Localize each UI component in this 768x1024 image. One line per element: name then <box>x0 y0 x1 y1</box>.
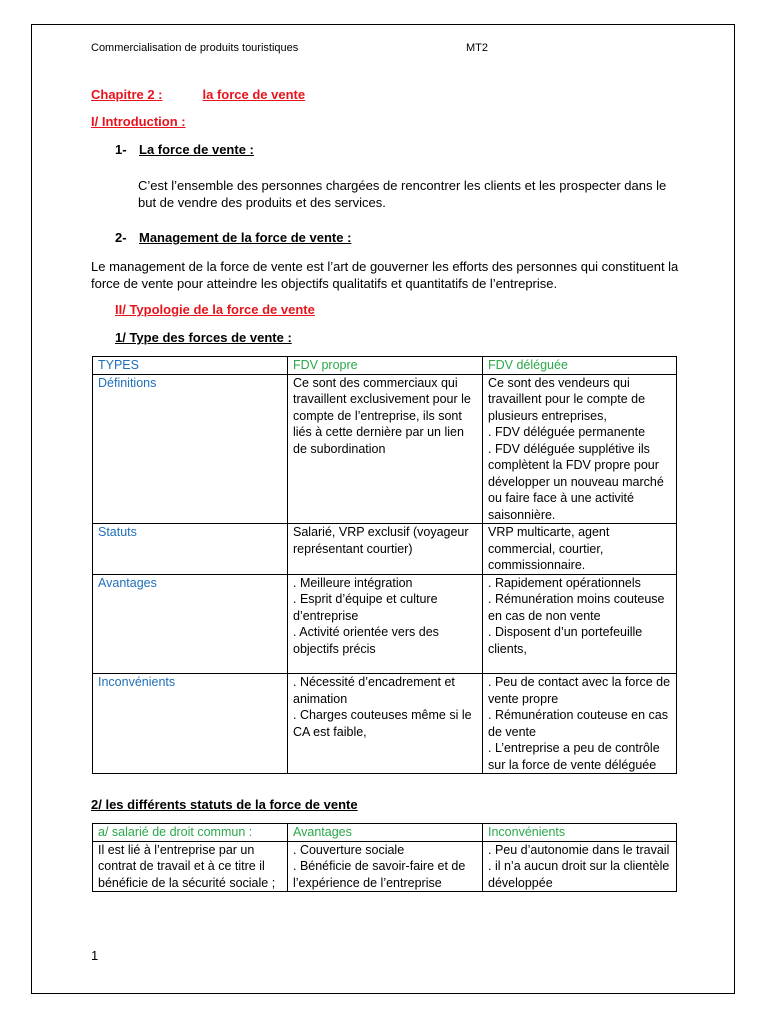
cell-line: . Meilleure intégration <box>293 575 413 590</box>
table-cell <box>483 841 677 892</box>
cell-line: . Peu de contact avec la force de vente propre <box>488 675 671 706</box>
cell-line: VRP multicarte, agent commercial, courtier, commissionnaire. <box>488 525 610 572</box>
table-header-row <box>93 357 677 375</box>
cell-line: . L’entreprise a peu de contrôle sur la force de vente déléguée <box>488 741 660 772</box>
table-cell <box>288 674 483 774</box>
management-paragraph: Le management de la force de vente est l’art de gouverner les efforts des personnes qui constituent la force de vente pour atteindre les objectifs qualitatifs et quantitatifs de l’entreprise. <box>91 259 679 291</box>
chapter-name: la force de vente <box>202 87 306 102</box>
item1-title: La force de vente : <box>139 142 254 157</box>
table-header-cell: TYPES <box>93 357 288 375</box>
table-cell <box>93 841 288 892</box>
header-right: MT2 <box>466 42 488 54</box>
cell-line: . Charges couteuses même si le CA est faible, <box>293 708 472 739</box>
item1-text: C’est l’ensemble des personnes chargées de rencontrer les clients et les prospecter dans le but de vendre des produits et des services. <box>138 178 667 210</box>
item1-heading <box>115 142 254 157</box>
item2-number: 2- <box>115 230 127 245</box>
cell-line: Salarié, VRP exclusif (voyageur représentant courtier) <box>293 525 469 556</box>
section2-title: II/ Typologie de la force de vente <box>115 302 315 317</box>
table-header-cell: FDV déléguée <box>483 357 677 375</box>
cell-line: Il est lié à l’entreprise par un contrat de travail et à ce titre il bénéficie de la sécurité sociale ; <box>98 842 276 890</box>
item2-title: Management de la force de vente : <box>139 230 352 245</box>
header-left: Commercialisation de produits touristiques <box>91 42 299 54</box>
table-cell <box>288 524 483 575</box>
chapter-title <box>91 87 305 102</box>
table-cell <box>483 524 677 575</box>
cell-line: . Disposent d’un portefeuille clients, <box>488 625 643 656</box>
cell-line: . Peu d’autonomie dans le travail <box>488 842 670 857</box>
table-header-cell: FDV propre <box>288 357 483 375</box>
cell-line: Ce sont des commerciaux qui travaillent exclusivement pour le compte de l’entreprise, ils sont liés à cette dernière par un lien de subordination <box>293 375 471 456</box>
item1-number: 1- <box>115 142 127 157</box>
table-cell <box>483 574 677 674</box>
cell-line: . Esprit d’équipe et culture d’entreprise <box>293 592 438 623</box>
table-cell <box>288 841 483 892</box>
cell-line: . Rémunération moins couteuse en cas de non vente <box>488 592 665 623</box>
cell-line: . Activité orientée vers des objectifs précis <box>293 625 439 656</box>
row-label: Avantages <box>93 574 288 674</box>
table-row <box>93 574 677 674</box>
cell-line: . Couverture sociale <box>293 842 405 857</box>
chapter-number: Chapitre 2 : <box>91 87 163 102</box>
section2-sub1: 1/ Type des forces de vente : <box>115 330 292 345</box>
table-header-cell: a/ salarié de droit commun : <box>93 824 288 842</box>
page-number: 1 <box>91 948 99 963</box>
cell-line: . Rapidement opérationnels <box>488 575 641 590</box>
cell-line: . FDV déléguée permanente <box>488 425 646 439</box>
row-label: Inconvénients <box>93 674 288 774</box>
table-cell <box>483 674 677 774</box>
cell-line: . il n’a aucun droit sur la clientèle développée <box>488 859 670 890</box>
table-cell <box>483 374 677 524</box>
table-cell <box>288 574 483 674</box>
cell-line: . Nécessité d’encadrement et animation <box>293 675 455 706</box>
fdv-types-table <box>92 356 677 774</box>
cell-line: . Bénéficie de savoir-faire et de l’expérience de l’entreprise <box>293 859 466 890</box>
table-row <box>93 374 677 524</box>
cell-line: . FDV déléguée supplétive ils complètent la FDV propre pour développer un nouveau marché ou faire face à une activité saisonnière. <box>488 441 664 522</box>
table-cell <box>288 374 483 524</box>
row-label: Statuts <box>93 524 288 575</box>
section2-sub2: 2/ les différents statuts de la force de vente <box>91 797 358 812</box>
cell-line: . Rémunération couteuse en cas de vente <box>488 708 668 739</box>
table-header-row <box>93 824 677 842</box>
statuts-table <box>92 823 677 892</box>
table-row <box>93 841 677 892</box>
table-header-cell: Inconvénients <box>483 824 677 842</box>
row-label: Définitions <box>93 374 288 524</box>
table-row <box>93 524 677 575</box>
table-header-cell: Avantages <box>288 824 483 842</box>
table-row <box>93 674 677 774</box>
item2-heading <box>115 230 351 245</box>
cell-line: Ce sont des vendeurs qui travaillent pour le compte de plusieurs entreprises, <box>488 375 646 423</box>
section1-title: I/ Introduction : <box>91 114 186 129</box>
